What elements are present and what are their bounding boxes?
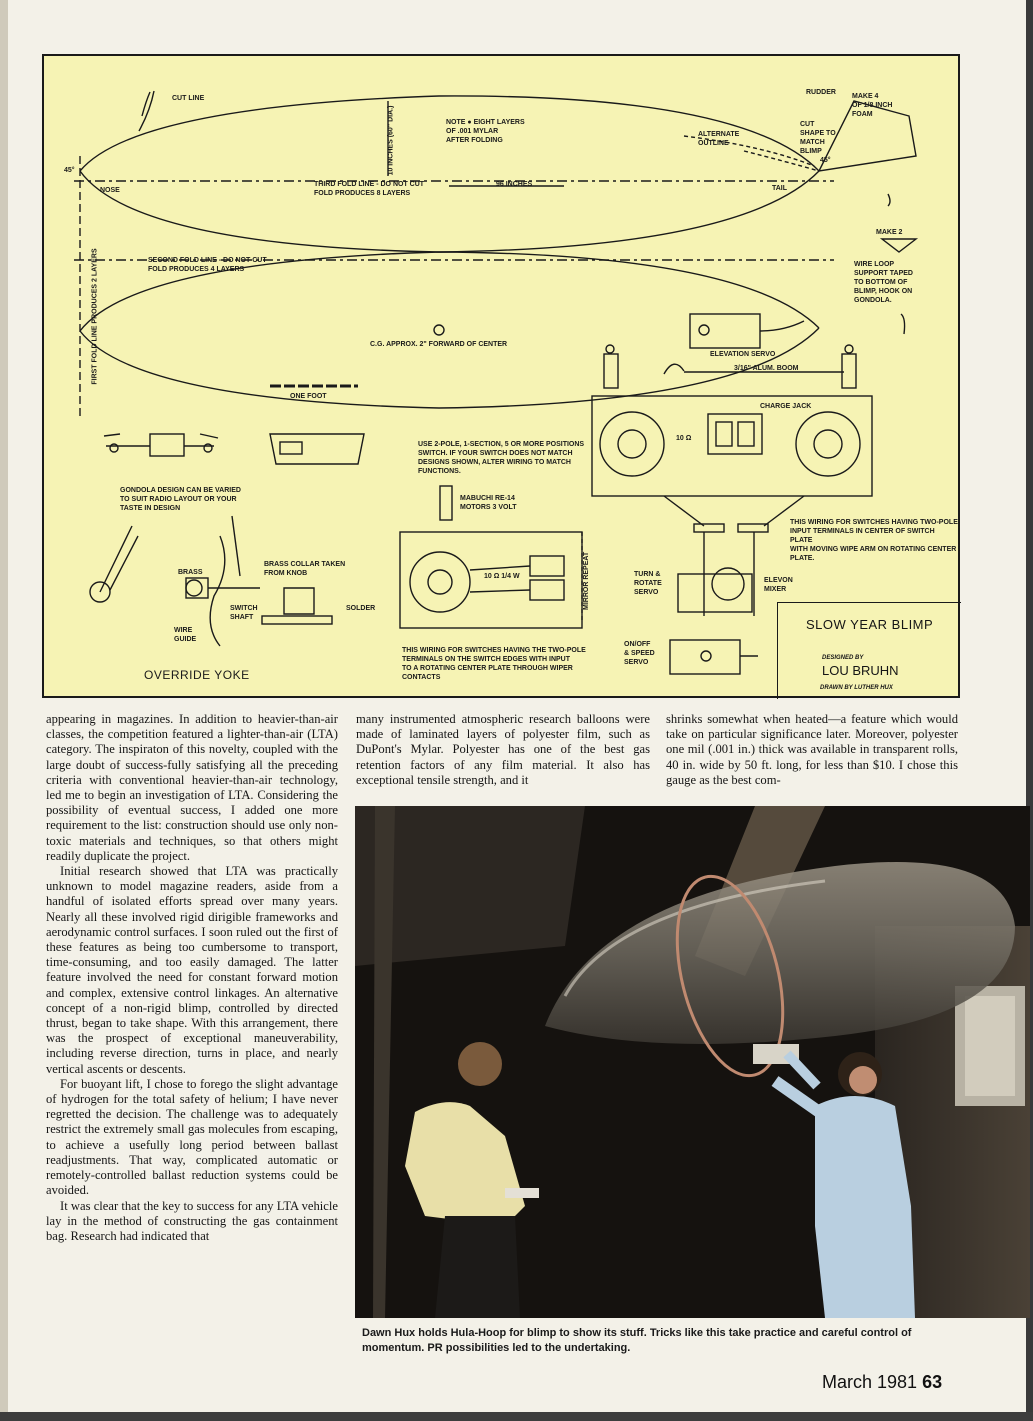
label-first-fold: FIRST FOLD LINE PRODUCES 2 LAYERS (91, 248, 99, 385)
paragraph: many instrumented atmospheric research balloons were made of laminated layers of polyester film, such as DuPont's Mylar. Polyester has one of the best gas retention factors of any film material. It also has exceptional tensile strength, and it (356, 712, 650, 787)
label-rudder: RUDDER (806, 89, 836, 96)
label-gondola-design: GONDOLA DESIGN CAN BE VARIED TO SUIT RADIO LAYOUT OR YOUR TASTE IN DESIGN (120, 487, 241, 512)
label-length: 96 INCHES (496, 181, 533, 188)
label-angle-left: 45° (64, 167, 75, 174)
paragraph: It was clear that the key to success for any LTA vehicle lay in the method of constructing the gas containment bag. Research had indicated that (46, 1198, 338, 1243)
label-onoff-servo: ON/OFF & SPEED SERVO (624, 641, 655, 666)
label-alternate-outline: ALTERNATE OUTLINE (698, 131, 740, 147)
page-folio (822, 1372, 942, 1393)
label-turn-rotate: TURN & ROTATE SERVO (634, 571, 662, 596)
label-tail: TAIL (772, 185, 788, 192)
label-brass-collar: BRASS COLLAR TAKEN FROM KNOB (264, 561, 346, 577)
label-wiring-note-bottom: THIS WIRING FOR SWITCHES HAVING THE TWO-POLE TERMINALS ON THE SWITCH EDGES WITH INPUT TO A ROTATING CENTER PLATE THROUGH WIPER CONTACTS (402, 647, 586, 681)
label-diameter: 10 INCHES (60" DIA.) (387, 105, 395, 176)
drawn-by: DRAWN BY LUTHER HUX (820, 685, 893, 691)
label-switch-note: USE 2-POLE, 1-SECTION, 5 OR MORE POSITIONS SWITCH. IF YOUR SWITCH DOES NOT MATCH DESIGNS SHOWN, ALTER WIRING TO MATCH FUNCTIONS. (418, 441, 585, 475)
label-third-fold: THIRD FOLD LINE - DO NOT CUT FOLD PRODUCES 8 LAYERS (314, 181, 425, 197)
label-switch-shaft: SWITCH SHAFT (230, 605, 258, 621)
label-boom: 3/16" ALUM. BOOM (734, 365, 799, 372)
label-second-fold: SECOND FOLD LINE - DO NOT CUT FOLD PRODUCES 4 LAYERS (148, 257, 267, 273)
page-number: 63 (922, 1372, 943, 1392)
paragraph: shrinks somewhat when heated—a feature which would take on particular significance later. Moreover, polyester one mil (.001 in.) thick was available in transparent rolls, 40 in. wide by 50 ft. long, for less than $10. I chose this gauge as the best com- (666, 712, 958, 787)
article-column-1 (46, 712, 338, 1244)
label-cut-line: CUT LINE (172, 95, 205, 102)
label-motors: MABUCHI RE-14 MOTORS 3 VOLT (460, 495, 517, 511)
label-charge-jack: CHARGE JACK (760, 403, 812, 410)
article-column-2 (356, 712, 650, 788)
issue-date: March 1981 (822, 1372, 918, 1392)
label-note: NOTE ● EIGHT LAYERS OF .001 MYLAR AFTER FOLDING (446, 119, 525, 144)
label-resistor: 10 Ω 1/4 W (484, 573, 520, 580)
label-wiring-note-right: THIS WIRING FOR SWITCHES HAVING TWO-POLE INPUT TERMINALS IN CENTER OF SWITCH PLATE WITH MOVING WIPE ARM ON ROTATING CENTER PLATE. (790, 519, 958, 562)
label-brass: BRASS (178, 569, 203, 576)
paragraph: Initial research showed that LTA was practically unknown to model magazine readers, aside from a handful of isolated efforts spread over many years. Nearly all these involved rigid dirigible frameworks and aerodynamic control surfaces. I soon ruled out the first of these features as being too cumbersome to transport, time-consuming, and too easily damaged. The latter feature involved the need for constant forward motion and complex, extensive control linkages. An alternative concept of a non-rigid blimp, controlled by directed thrust, began to take shape. With this arrangement, there was the prospect of exceptional maneuverability, including reverse direction, turns in place, and nearly vertical ascents or descents. (46, 864, 338, 1076)
designer-name: LOU BRUHN (822, 663, 899, 678)
label-one-foot: ONE FOOT (290, 393, 327, 400)
label-override-yoke: OVERRIDE YOKE (144, 668, 250, 682)
label-cut-shape: CUT SHAPE TO MATCH BLIMP (800, 121, 836, 155)
paragraph: For buoyant lift, I chose to forego the slight advantage of hydrogen for the total safety of helium; I have never regretted the decision. The challenge was to adequately restrict the extremely small gas molecules from escaping, to achieve a usefully long period between ballast readjustments. That way, complicated automatic or remotely-controlled ballast reduction systems could be avoided. (46, 1076, 338, 1198)
plan-title-block (777, 602, 961, 699)
label-elevon-mixer: ELEVON MIXER (764, 577, 793, 593)
designed-by-label: DESIGNED BY (822, 655, 864, 661)
label-nose: NOSE (100, 187, 120, 194)
article-column-3 (666, 712, 958, 788)
label-mirror-repeat: MIRROR REPEAT (583, 551, 590, 610)
label-make-2: MAKE 2 (876, 229, 903, 236)
blimp-plan-drawing (42, 54, 960, 698)
label-elevation-servo: ELEVATION SERVO (710, 351, 776, 358)
photo-caption: Dawn Hux holds Hula-Hoop for blimp to show its stuff. Tricks like this take practice and careful control of momentum. PR possibilities led to the undertaking. (362, 1327, 912, 1354)
label-angle-right: 45° (820, 157, 831, 164)
plan-title: SLOW YEAR BLIMP (806, 617, 934, 632)
blimp-photo (355, 806, 1030, 1318)
label-wire-guide: WIRE GUIDE (174, 627, 197, 643)
label-resistor-2: 10 Ω (676, 435, 692, 442)
label-cg: C.G. APPROX. 2" FORWARD OF CENTER (370, 341, 508, 348)
label-solder: SOLDER (346, 605, 376, 612)
paragraph: appearing in magazines. In addition to heavier-than-air classes, the competition featured a lighter-than-air (LTA) category. The inspiraton of this novelty, coupled with the large doubt of success-fully satisfying all the preceding criteria with conventional heavier-than-air technology, led me to begin an investigation of LTA. Considering the possibility of eventual success, I added one more requirement to the list: construction should use only non-toxic materials and techniques, so that others might readily duplicate the project. (46, 712, 338, 863)
label-make-4: MAKE 4 OF 1/8 INCH FOAM (852, 93, 893, 118)
photo-scene (355, 806, 1030, 1318)
label-wire-loop: WIRE LOOP SUPPORT TAPED TO BOTTOM OF BLIMP, HOOK ON GONDOLA. (854, 261, 913, 304)
